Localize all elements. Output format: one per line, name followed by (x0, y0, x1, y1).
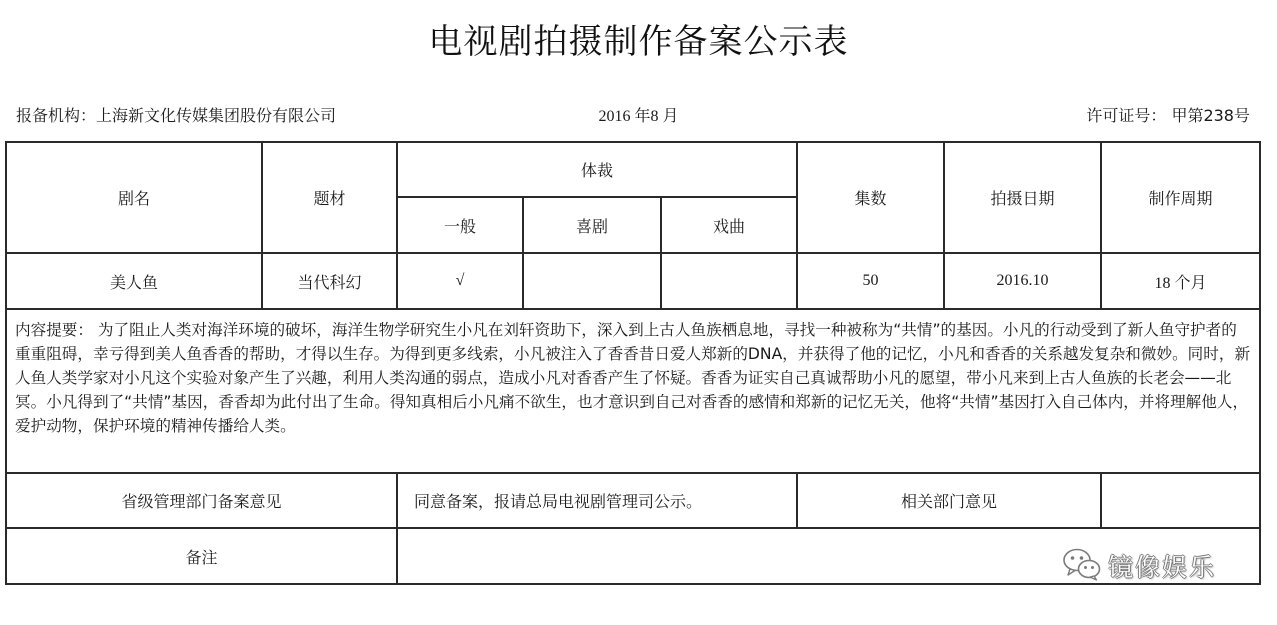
watermark (1062, 547, 1216, 585)
cell-cycle: 18 个月 (1101, 253, 1260, 309)
header-row (6, 142, 1260, 197)
remarks-label: 备注 (6, 528, 397, 584)
header-episodes: 集数 (797, 142, 944, 253)
header-genre-general: 一般 (397, 197, 523, 253)
header-genre: 体裁 (397, 142, 797, 197)
header-name: 剧名 (6, 142, 262, 253)
page-title: 电视剧拍摄制作备案公示表 (428, 22, 849, 62)
header-shoot-date: 拍摄日期 (944, 142, 1101, 253)
header-cycle: 制作周期 (1101, 142, 1260, 253)
report-date: 2016 年8 月 (598, 108, 679, 125)
wechat-icon (1062, 547, 1102, 585)
opinion-row (6, 473, 1260, 528)
related-opinion-value (1101, 473, 1260, 528)
provincial-opinion-label: 省级管理部门备案意见 (6, 473, 397, 528)
header-genre-comedy: 喜剧 (523, 197, 661, 253)
table-row (6, 253, 1260, 309)
summary-row (6, 309, 1260, 473)
cell-genre-comedy (523, 253, 661, 309)
cell-genre-opera (661, 253, 797, 309)
content-summary-text: 内容提要： 为了阻止人类对海洋环境的破坏，海洋生物学研究生小凡在刘轩资助下，深入到上古人鱼族栖息地，寻找一种被称为“共情”的基因。小凡的行动受到了新人鱼守护者的重重阻碍，幸亏得到美人鱼香香的帮助，才得以生存。为得到更多线索，小凡被注入了香香昔日爱人郑新的DNA，并获得了他的记忆，小凡和香香的关系越发复杂和微妙。同时，新人鱼人类学家对小凡这个实验对象产生了兴趣，利用人类沟通的弱点，造成小凡对香香产生了怀疑。香香为证实自己真诚帮助小凡的愿望，带小凡来到上古人鱼族的长老会——北冥。小凡得到了“共情”基因，香香却为此付出了生命。得知真相后小凡痛不欲生，也才意识到自己对香香的感情和郑新的记忆无关，他将“共情”基因打入自己体内，并将理解他人，爱护动物，保护环境的精神传播给人类。 (15, 321, 1251, 435)
cell-name: 美人鱼 (6, 253, 262, 309)
provincial-opinion-value: 同意备案，报请总局电视剧管理司公示。 (397, 473, 797, 528)
cell-shoot-date: 2016.10 (944, 253, 1101, 309)
cell-theme: 当代科幻 (262, 253, 397, 309)
header-genre-opera: 戏曲 (661, 197, 797, 253)
permit-number: 许可证号： 甲第238号 (1086, 106, 1250, 125)
header-theme: 题材 (262, 142, 397, 253)
cell-episodes: 50 (797, 253, 944, 309)
content-summary (6, 309, 1260, 473)
filing-table (5, 141, 1261, 585)
watermark-text: 镜像娱乐 (1108, 553, 1217, 582)
cell-genre-general: √ (397, 253, 523, 309)
reporting-organization: 报备机构：上海新文化传媒集团股份有限公司 (16, 106, 337, 125)
related-opinion-label: 相关部门意见 (797, 473, 1101, 528)
